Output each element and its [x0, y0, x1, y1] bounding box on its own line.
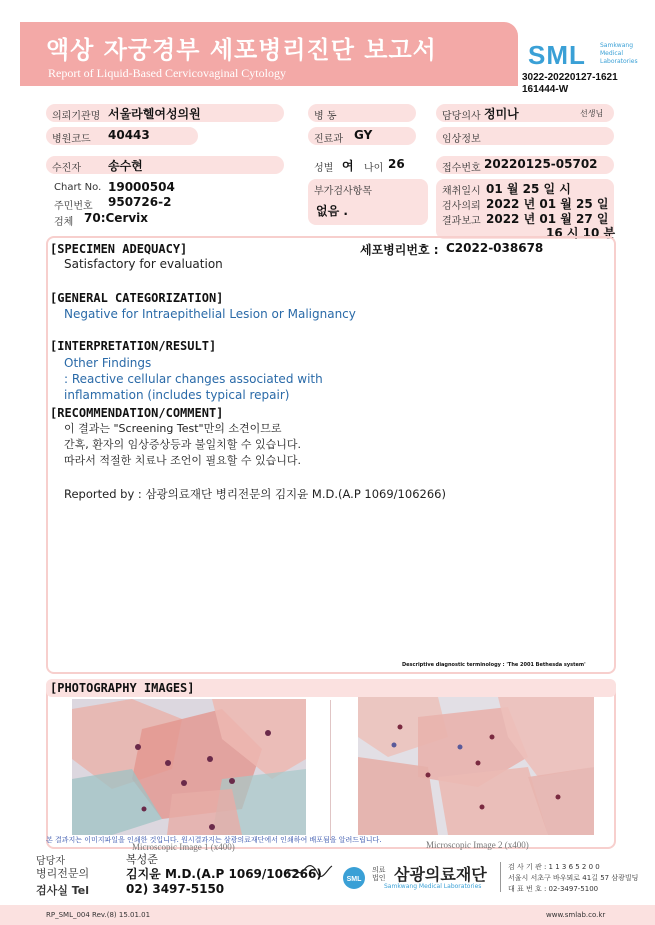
hospital-code-value: 40443: [108, 128, 150, 142]
form-code: RP_SML_004 Rev.(8) 15.01.01: [46, 911, 151, 919]
collect-label: 채취일시: [442, 186, 481, 197]
org-license: 검 사 기 관 : 1 1 3 6 5 2 0 0: [508, 863, 600, 871]
chart-value: 19000504: [108, 180, 175, 194]
extra-tests-value: 없음 .: [316, 204, 348, 218]
pathologist-value: 김지윤 M.D.(A.P 1069/106266): [126, 867, 322, 881]
age-label: 나이: [364, 163, 384, 174]
document-number-line-2: 161444-W: [522, 84, 569, 95]
specimen-value: 70:Cervix: [84, 211, 149, 225]
photo-divider: [330, 700, 331, 840]
interpretation-line-3: inflammation (includes typical repair): [64, 388, 290, 402]
doctor-label: 담당의사: [442, 111, 481, 122]
sml-logo-text: SML: [528, 40, 586, 70]
ward-label: 병 동: [314, 111, 337, 122]
examinee-pill: [46, 156, 284, 174]
recommendation-line-3: 따라서 적절한 치료나 조언이 필요할 수 있습니다.: [64, 454, 301, 467]
recommendation-line-2: 간혹, 환자의 임상증상등과 불일치할 수 있습니다.: [64, 438, 301, 451]
manager-label: 담당자: [36, 856, 65, 867]
org-prefix: 의료법인: [372, 866, 386, 882]
logo-sub-line: Medical: [600, 50, 623, 57]
microscopic-image-1: [72, 699, 306, 835]
result-label: 결과보고: [442, 216, 481, 227]
manager-value: 복성준: [126, 853, 158, 866]
org-name-english: Samkwang Medical Laboratories: [384, 883, 482, 890]
sml-logo-subtext: [600, 42, 650, 66]
interpretation-line-1: Other Findings: [64, 356, 152, 370]
sex-label: 성별: [314, 163, 334, 174]
org-emblem-icon: [342, 866, 366, 890]
chart-label: Chart No.: [54, 182, 102, 193]
interpretation-heading: [INTERPRETATION/RESULT]: [50, 339, 217, 353]
microscopic-image-2: [358, 697, 594, 835]
print-notice: 본 결과지는 이미지파일을 인쇄한 것입니다. 원시결과지는 삼광의료재단에서 인쇄하여 배포됨을 알려드립니다.: [46, 836, 382, 844]
photography-heading: [PHOTOGRAPHY IMAGES]: [50, 681, 195, 695]
terminology-note: Descriptive diagnostic terminology : 'The 2001 Bethesda system': [402, 662, 586, 668]
doctor-value: 정미나: [484, 107, 519, 121]
pathologist-label: 병리전문의: [36, 867, 90, 880]
dept-value: GY: [354, 128, 373, 142]
tel-label: 검사실 Tel: [36, 884, 89, 897]
website: www.smlab.co.kr: [546, 911, 606, 919]
svg-text:SML: SML: [346, 876, 362, 883]
general-text: Negative for Intraepithelial Lesion or Malignancy: [64, 307, 356, 321]
institution-label: 의뢰기관명: [52, 111, 101, 122]
specimen-label: 검체: [54, 217, 74, 228]
pathologist-signature: [282, 862, 336, 880]
institution-value: 서울라헬여성의원: [108, 107, 201, 121]
org-name: 삼광의료재단: [394, 865, 487, 884]
document-number: [522, 72, 618, 96]
extra-tests-label: 부가검사항목: [314, 186, 372, 197]
tel-value: 02) 3497-5150: [126, 882, 225, 896]
result-value: 2022 년 01 월 27 일: [486, 212, 609, 226]
sex-value: 여: [342, 159, 354, 173]
image-2-caption: Microscopic Image 2 (x400): [426, 840, 529, 850]
interpretation-line-2: : Reactive cellular changes associated with: [64, 372, 323, 386]
logo-sub-line: Laboratories: [600, 58, 638, 65]
dept-label: 진료과: [314, 134, 343, 145]
hospital-code-label: 병원코드: [52, 134, 91, 145]
report-title: 액상 자궁경부 세포병리진단 보고서: [46, 36, 437, 64]
cyto-number-label: 세포병리번호 :: [360, 243, 439, 257]
collect-value: 01 월 25 일 시: [486, 182, 571, 196]
adequacy-heading: [SPECIMEN ADEQUACY]: [50, 242, 188, 256]
doctor-suffix: 선생님: [580, 109, 604, 118]
recommendation-line-1: 이 결과는 "Screening Test"만의 소견이므로: [64, 422, 282, 435]
regno-value: 950726-2: [108, 195, 172, 209]
recommendation-heading: [RECOMMENDATION/COMMENT]: [50, 406, 224, 420]
reported-by: Reported by : 삼광의료재단 병리전문의 김지윤 M.D.(A.P 1069/106266): [64, 487, 446, 501]
result-time: 16 시 10 분: [546, 226, 616, 240]
logo-sub-line: Samkwang: [600, 42, 633, 49]
adequacy-text: Satisfactory for evaluation: [64, 257, 223, 271]
general-heading: [GENERAL CATEGORIZATION]: [50, 291, 224, 305]
document-number-line-1: 3022-20220127-1621: [522, 72, 618, 83]
examinee-value: 송수현: [108, 159, 143, 173]
receipt-label: 접수번호: [442, 163, 481, 174]
examinee-label: 수진자: [52, 163, 81, 174]
org-address: 서울시 서초구 바우뫼로 41길 57 삼광빌딩: [508, 874, 639, 882]
cyto-number: C2022-038678: [446, 241, 544, 255]
request-value: 2022 년 01 월 25 일: [486, 197, 609, 211]
request-label: 검사의뢰: [442, 201, 481, 212]
org-phone: 대 표 번 호 : 02-3497-5100: [508, 885, 599, 893]
clinical-label: 임상정보: [442, 134, 481, 145]
regno-label: 주민번호: [54, 201, 93, 212]
receipt-value: 20220125-05702: [484, 157, 598, 171]
org-divider: [500, 862, 501, 892]
image-1-caption: Microscopic Image 1 (x400): [132, 842, 235, 852]
age-value: 26: [388, 157, 405, 171]
report-title-english: Report of Liquid-Based Cervicovaginal Cytology: [48, 66, 286, 80]
